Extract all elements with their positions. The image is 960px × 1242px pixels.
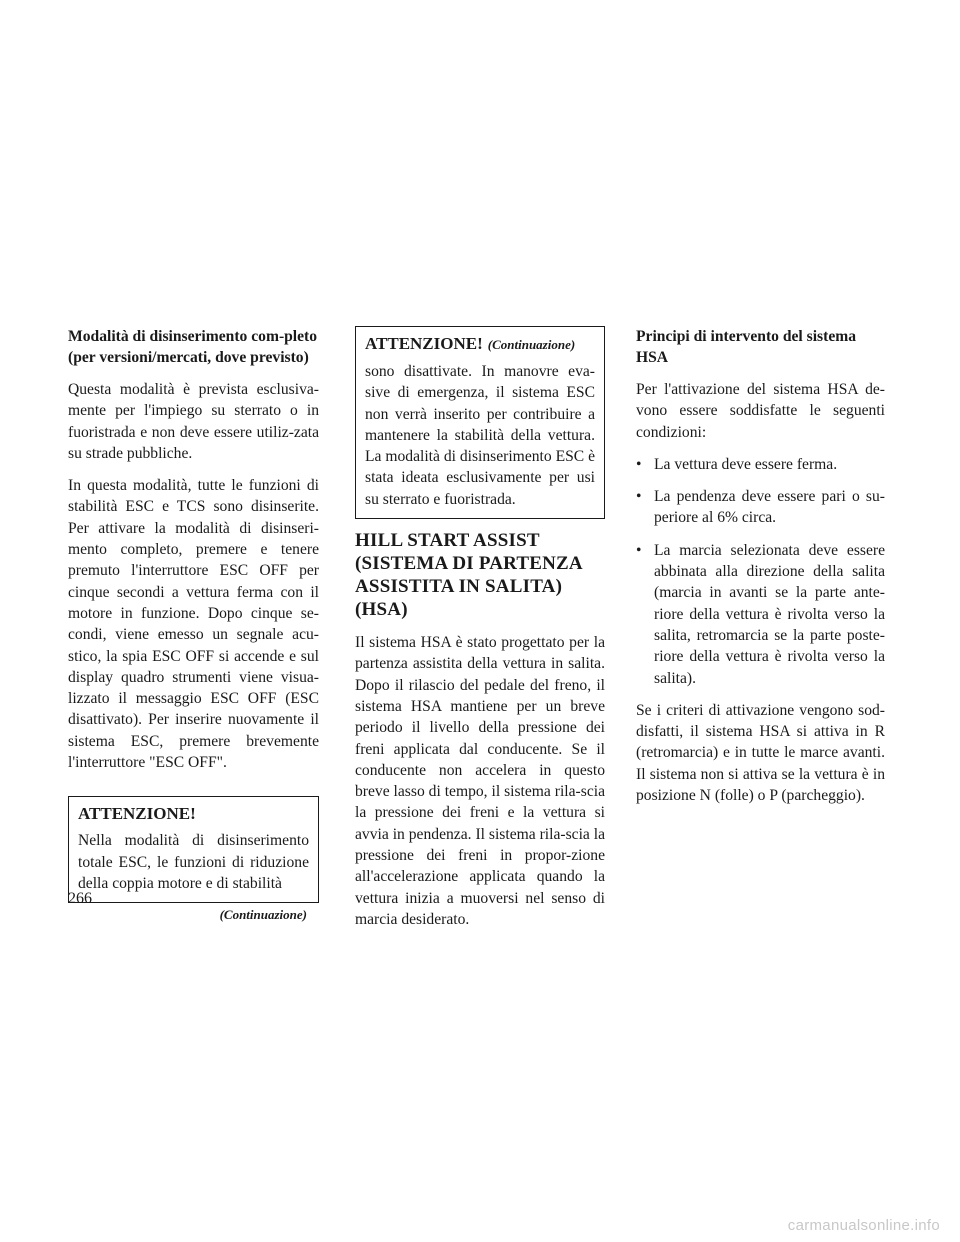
warning-title: ATTENZIONE! xyxy=(78,804,196,824)
list-item xyxy=(636,454,885,475)
list-item xyxy=(636,486,885,529)
warning-title xyxy=(365,333,595,356)
section-title-hsa: HILL START ASSIST (SISTEMA DI PARTENZA ASSISTITA IN SALITA) (HSA) xyxy=(355,530,582,621)
subsection-heading-hsa-principles: Principi di intervento del sistema HSA xyxy=(636,328,857,366)
column-left xyxy=(68,326,319,923)
paragraph-esc-off-procedure: In questa modalità, tutte le funzioni di stabilità ESC e TCS sono disinserite. Per attivare la modalità di disinseri-mento completo, premere e tenere premuto l'interruttore ESC OFF per cinque secondi a vettura ferma con il motore in funzione. Dopo cinque se-condi, viene emesso un segnale acu-stico, la spia ESC OFF si accende e sul display quadro strumenti viene visua-lizzato il messaggio ESC OFF (ESC disattivato). Per inserire nuovamente il sistema ESC, premere brevemente l'interruttore "ESC OFF". xyxy=(68,477,319,772)
paragraph-offroad-use: Questa modalità è prevista esclusiva-mente per l'impiego su sterrato o in fuoristrada e non deve essere utiliz-zata su strade pubbliche. xyxy=(68,381,319,462)
warning-title-text: ATTENZIONE! xyxy=(365,334,483,353)
continued-note: (Continuazione) xyxy=(219,907,307,923)
bullet-icon: • xyxy=(636,455,642,473)
list-item-text: La vettura deve essere ferma. xyxy=(654,455,838,473)
warning-text: sono disattivate. In manovre eva-sive di emergenza, il sistema ESC non verrà inserito per contribuire a mantenere la stabilità della vettura. La modalità di disinserimento ESC è stata ideata esclusivamente per usi su sterrato e fuoristrada. xyxy=(365,363,595,508)
warning-continued-label: (Continuazione) xyxy=(487,337,576,352)
subsection-heading-full-off: Modalità di disinserimento com-pleto (per versioni/mercati, dove previsto) xyxy=(68,328,318,366)
list-item xyxy=(636,540,885,689)
watermark: carmanualsonline.info xyxy=(787,1217,940,1234)
list-item-text: La marcia selezionata deve essere abbinata alla direzione della salita (marcia in avanti se la parte ante-riore della vettura è rivolta verso la salita, retromarcia se la parte poste-riore della vettura è rivolta verso la salita). xyxy=(654,541,885,687)
conditions-list xyxy=(636,454,885,689)
warning-text: Nella modalità di disinserimento totale ESC, le funzioni di riduzione della coppia motore e di stabilità xyxy=(78,832,309,892)
bullet-icon: • xyxy=(636,488,642,506)
warning-box xyxy=(68,796,319,903)
warning-box-continued xyxy=(355,326,605,519)
column-right xyxy=(636,326,885,817)
column-middle xyxy=(355,326,605,941)
page-number: 266 xyxy=(68,890,92,907)
paragraph-hsa-description: Il sistema HSA è stato progettato per la partenza assistita della vettura in salita. Dopo il rilascio del pedale del freno, il sistema HSA mantiene per un breve periodo il livello della pressione dei freni applicata dal conducente. Se il conducente non accelera in questo breve lasso di tempo, il sistema rila-scia la pressione dei freni e la vettura si avvia in pendenza. Il sistema rila-scia la pressione dei freni in propor-zione all'accelerazione applicata quando la vettura inizia a muoversi nel senso di marcia desiderato. xyxy=(355,634,605,928)
list-item-text: La pendenza deve essere pari o su-periore al 6% circa. xyxy=(654,488,885,527)
bullet-icon: • xyxy=(636,541,642,559)
paragraph-conditions-intro: Per l'attivazione del sistema HSA de-vono essere soddisfatte le seguenti condizioni: xyxy=(636,381,885,441)
paragraph-activation-criteria: Se i criteri di attivazione vengono sod-disfatti, il sistema HSA si attiva in R (retromarcia) e in tutte le marce avanti. Il sistema non si attiva se la vettura è in posizione N (folle) o P (parcheggio). xyxy=(636,701,885,805)
